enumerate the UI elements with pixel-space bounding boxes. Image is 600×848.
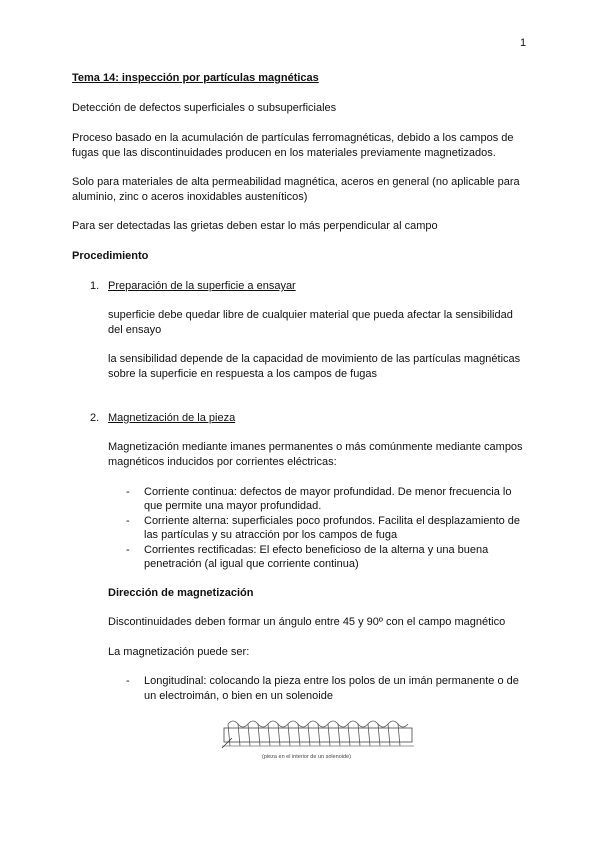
bullet-text: Longitudinal: colocando la pieza entre los polos de un imán permanente o de xyxy=(144,675,519,687)
section-heading: Procedimiento xyxy=(72,250,149,262)
intro-line: Proceso basado en la acumulación de partículas ferromagnéticas, debido a los campos de xyxy=(72,132,514,144)
bullet-text: las partículas y su atracción por los campos de fuga xyxy=(144,529,398,541)
direccion-text: Discontinuidades deben formar un ángulo entre 45 y 90º con el campo magnético xyxy=(108,616,506,628)
list-number: 2. xyxy=(90,412,100,424)
intro-line: Detección de defectos superficiales o subsuperficiales xyxy=(72,102,337,114)
bullet-text: Corrientes rectificadas: El efecto beneficioso de la alterna y una buena xyxy=(144,544,489,556)
step-text: Magnetización mediante imanes permanentes o más comúnmente mediante campos xyxy=(108,441,523,453)
step-text: magnéticos inducidos por corrientes eléctricas: xyxy=(108,456,337,468)
bullet-text: Corriente continua: defectos de mayor profundidad. De menor frecuencia lo xyxy=(144,486,512,498)
intro-line: aluminio, zinc o aceros inoxidables austeníticos) xyxy=(72,191,308,203)
solenoid-coil xyxy=(222,721,414,748)
step-text: sobre la superficie en respuesta a los campos de fugas xyxy=(108,368,378,380)
step-text: superficie debe quedar libre de cualquier material que pueda afectar la sensibilidad xyxy=(108,309,513,321)
bullet-marker: - xyxy=(126,675,130,687)
step-title: Magnetización de la pieza xyxy=(108,412,236,424)
page-title: Tema 14: inspección por partículas magnéticas xyxy=(72,72,319,84)
bullet-marker: - xyxy=(126,544,130,556)
step-title: Preparación de la superficie a ensayar xyxy=(108,280,296,292)
intro-line: Solo para materiales de alta permeabilidad magnética, aceros en general (no aplicable para xyxy=(72,176,520,188)
bullet-marker: - xyxy=(126,486,130,498)
subsection-heading: Dirección de magnetización xyxy=(108,587,254,599)
page-number: 1 xyxy=(520,37,527,49)
figure-caption: (pieza en el interior de un solenoide) xyxy=(262,754,351,760)
step-text: la sensibilidad depende de la capacidad de movimiento de las partículas magnéticas xyxy=(108,353,521,365)
bullet-text: un electroimán, o bien en un solenoide xyxy=(144,690,333,702)
bullet-text: penetración (al igual que corriente continua) xyxy=(144,558,359,570)
intro-line: fugas que las discontinuidades producen en los materiales previamente magnetizados. xyxy=(72,147,496,159)
step-text: del ensayo xyxy=(108,324,162,336)
bullet-marker: - xyxy=(126,515,130,527)
bullet-text: que permite una mayor profundidad. xyxy=(144,500,322,512)
direccion-text: La magnetización puede ser: xyxy=(108,646,250,658)
bullet-text: Corriente alterna: superficiales poco profundos. Facilita el desplazamiento de xyxy=(144,515,521,527)
solenoid-figure xyxy=(218,716,418,762)
list-number: 1. xyxy=(90,280,100,292)
intro-line: Para ser detectadas las grietas deben estar lo más perpendicular al campo xyxy=(72,220,438,232)
